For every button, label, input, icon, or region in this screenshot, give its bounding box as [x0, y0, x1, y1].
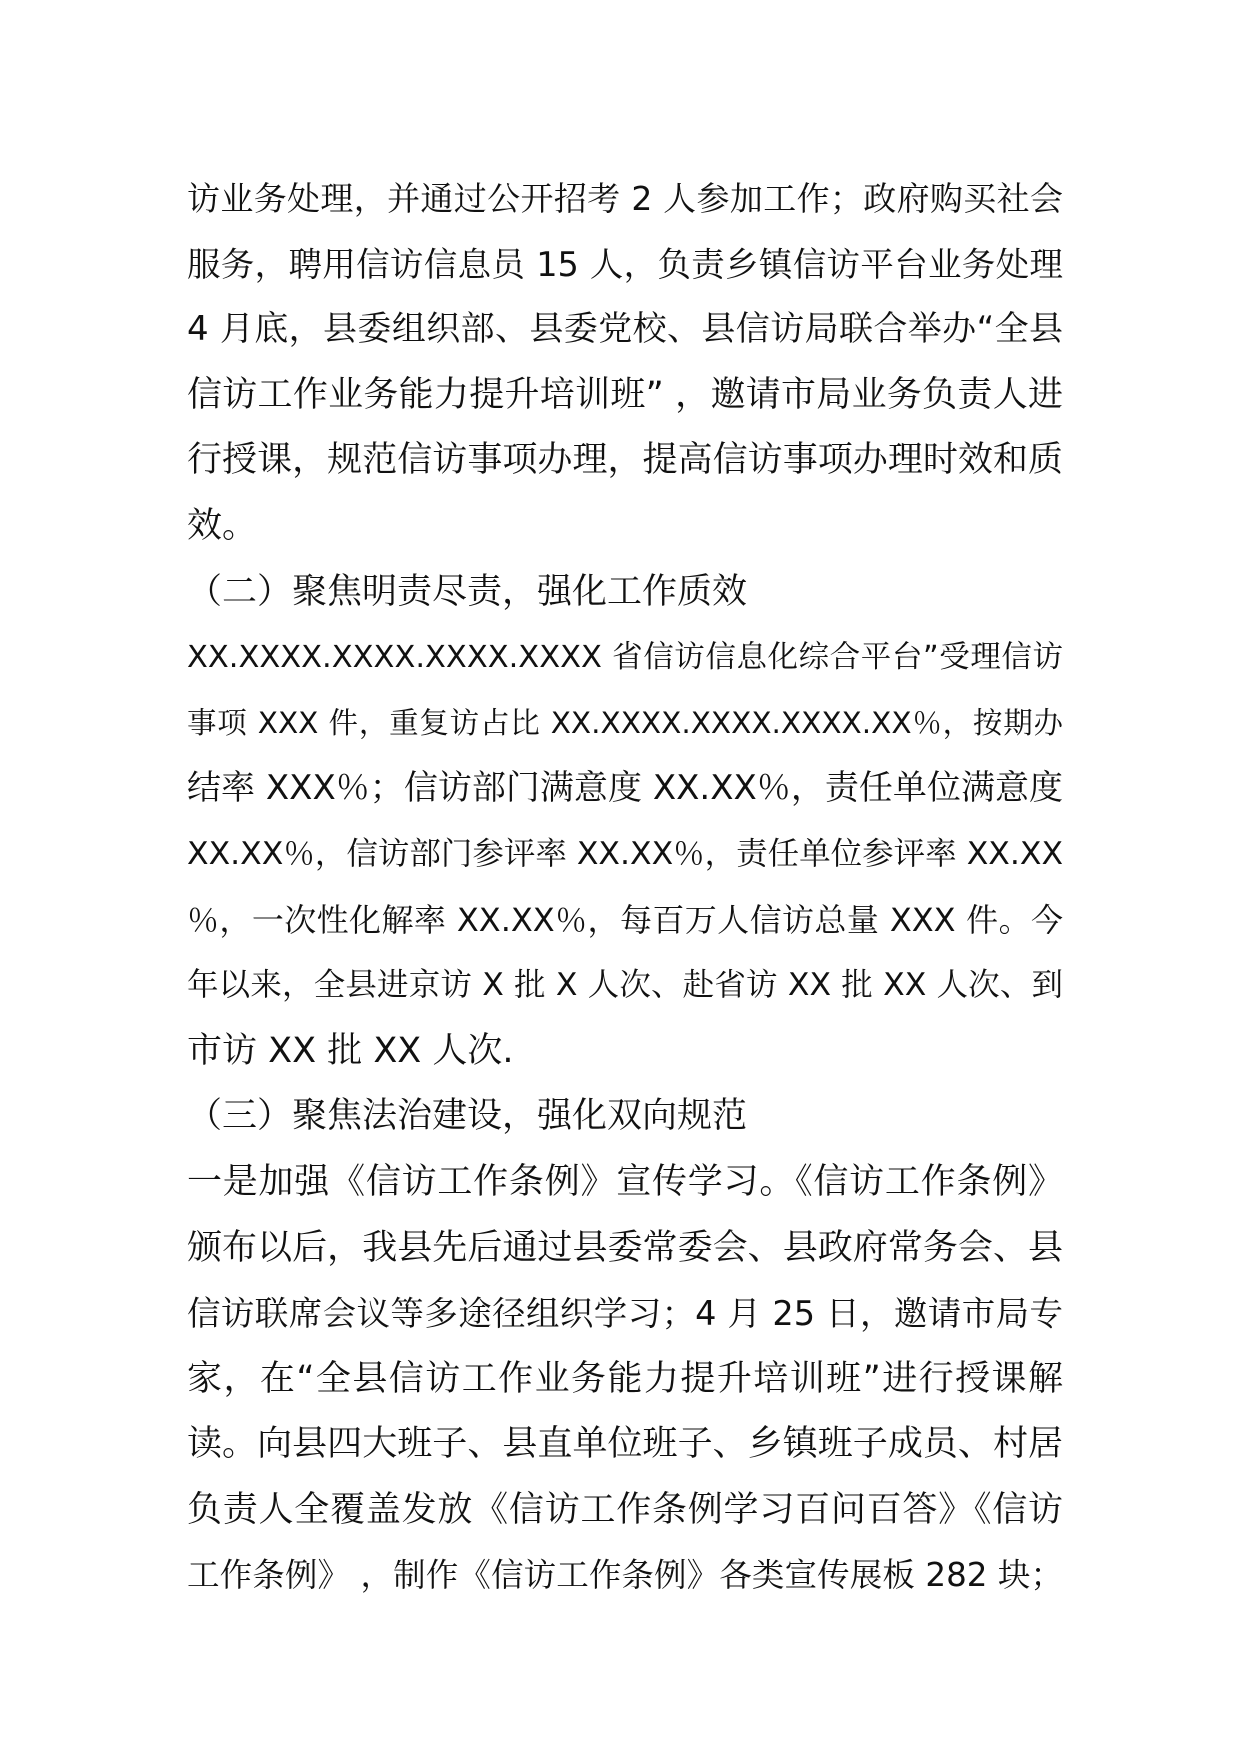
body-line: 效。 — [187, 505, 258, 546]
document-body — [187, 166, 1063, 1609]
body-line: 事项 XXX 件，重复访占比 XX.XXXX.XXXX.XXXX.XX％，按期办 — [187, 705, 1063, 740]
body-line: XX.XXXX.XXXX.XXXX.XXXX 省信访信息化综合平台”受理信访 — [187, 640, 1063, 676]
body-line: 负责人全覆盖发放《信访工作条例学习百问百答》《信访 — [187, 1489, 1063, 1530]
section-heading: （二）聚焦明责尽责，强化工作质效 — [187, 571, 748, 612]
body-line: 4 月底，县委组织部、县委党校、县信访局联合举办“全县 — [187, 309, 1063, 350]
body-line: ％，一次性化解率 XX.XX％，每百万人信访总量 XXX 件。今 — [187, 900, 1063, 939]
body-line: 家，在“全县信访工作业务能力提升培训班”进行授课解 — [187, 1358, 1063, 1399]
body-line: 一是加强《信访工作条例》宣传学习。《信访工作条例》 — [187, 1161, 1063, 1202]
body-line: 行授课，规范信访事项办理，提高信访事项办理时效和质 — [187, 440, 1063, 481]
body-line: 市访 XX 批 XX 人次. — [187, 1030, 514, 1071]
body-line: 信访联席会议等多途径组织学习；4 月 25 日，邀请市局专 — [187, 1294, 1063, 1334]
body-line: 读。向县四大班子、县直单位班子、乡镇班子成员、村居 — [187, 1424, 1063, 1465]
body-line: 结率 XXX％；信访部门满意度 XX.XX％，责任单位满意度 — [187, 768, 1063, 809]
body-line: 颁布以后，我县先后通过县委常委会、县政府常务会、县 — [187, 1227, 1063, 1268]
body-line: 年以来，全县进京访 X 批 X 人次、赴省访 XX 批 XX 人次、到 — [187, 967, 1063, 1004]
body-line: XX.XX％，信访部门参评率 XX.XX％，责任单位参评率 XX.XX — [187, 835, 1064, 872]
body-line: 工作条例》 ，制作《信访工作条例》各类宣传展板 282 块； — [187, 1556, 1063, 1595]
body-line: 信访工作业务能力提升培训班” ，邀请市局业务负责人进 — [187, 374, 1063, 415]
section-heading: （三）聚焦法治建设，强化双向规范 — [187, 1096, 748, 1137]
body-line: 访业务处理，并通过公开招考 2 人参加工作；政府购买社会 — [187, 179, 1063, 218]
body-line: 服务，聘用信访信息员 15 人，负责乡镇信访平台业务处理 — [187, 244, 1063, 284]
